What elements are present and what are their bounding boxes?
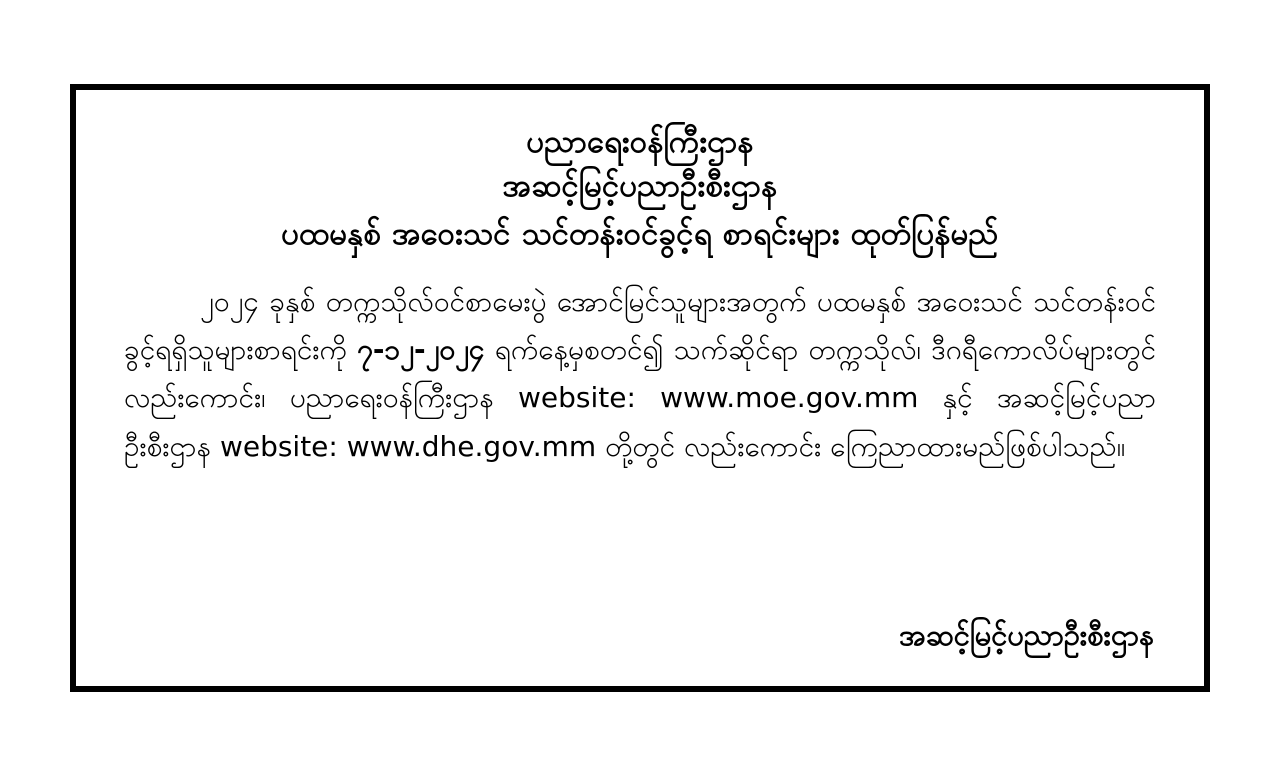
website-label-dhe: website: xyxy=(219,429,347,463)
heading-block xyxy=(102,120,1178,256)
signature-department: အဆင့်မြင့်ပညာဦးစီးဌာန xyxy=(899,618,1154,652)
website-url-moe[interactable]: www.moe.gov.mm xyxy=(660,381,919,415)
announcement-body xyxy=(102,278,1178,471)
body-segment-4: တို့တွင် လည်းကောင်း ကြေညာထားမည်ဖြစ်ပါသည်။ xyxy=(596,429,1126,463)
website-url-dhe[interactable]: www.dhe.gov.mm xyxy=(346,429,597,463)
body-segment-1: ၂၀၂၄ ခုနှစ် တက္ကသိုလ်ဝင်စာမေးပွဲ အောင်မြင်သူများအတွက် ပထမနှစ် အဝေးသင် သင်တန်းဝင်ခွင့်ရရှိသူများစာရင်းကို xyxy=(124,285,1156,367)
department-title: အဆင့်မြင့်ပညာဦးစီးဌာန xyxy=(502,168,778,205)
announcement-card xyxy=(70,84,1210,692)
ministry-title: ပညာရေးဝန်ကြီးဌာန xyxy=(526,124,754,160)
body-segment-2: ရက်နေ့မှစတင်၍ သက်ဆိုင်ရာ တက္ကသိုလ်၊ ဒီဂရီကောလိပ်များတွင်လည်းကောင်း၊ ပညာရေးဝန်ကြီးဌာန xyxy=(124,333,1156,415)
website-label-moe: website: xyxy=(517,381,661,415)
announcement-content xyxy=(76,90,1204,686)
publication-date: ၇-၁၂-၂၀၂၄ xyxy=(357,333,485,367)
body-segment-3: နှင့် အဆင့်မြင့်ပညာဦးစီးဌာန xyxy=(124,381,1156,463)
announcement-title: ပထမနှစ် အဝေးသင် သင်တန်းဝင်ခွင့်ရ စာရင်းများ ထုတ်ပြန်မည် xyxy=(281,216,999,253)
